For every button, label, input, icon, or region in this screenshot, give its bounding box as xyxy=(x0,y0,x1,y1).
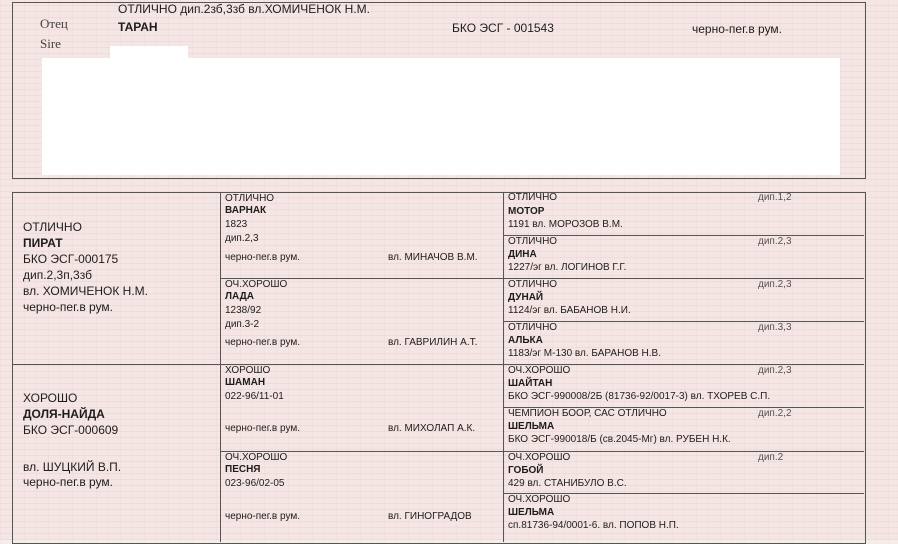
sire-color: черно-пег.в рум. xyxy=(692,22,783,36)
ggp-name: ШЕЛЬМА xyxy=(508,421,555,432)
grandparent-grade: ОЧ.ХОРОШО xyxy=(225,452,288,463)
pedigree-grid xyxy=(12,192,866,544)
grandparent-owner: вл. МИХОЛАП А.К. xyxy=(388,423,476,434)
grandparent-grade: ОТЛИЧНО xyxy=(225,193,275,204)
sire-grade: ОТЛИЧНО дип.2зб,3зб вл.ХОМИЧЕНОК Н.М. xyxy=(118,2,370,16)
ggp-line: 429 вл. СТАНИБУЛО В.С. xyxy=(508,478,627,489)
ggp-grade: ОТЛИЧНО xyxy=(508,322,558,333)
ggp-name: ДИНА xyxy=(508,249,537,260)
parent-name: ПИРАТ xyxy=(23,236,63,250)
grandparent-dip: дип.3-2 xyxy=(225,319,260,330)
parent-owner: вл. ШУЦКИЙ В.П. xyxy=(23,460,122,474)
ggp-dip: дип.3,3 xyxy=(758,322,792,333)
grandparent-grade: ХОРОШО xyxy=(225,365,271,376)
ggp-dip: дип.1,2 xyxy=(758,192,792,203)
ggp-line: 1227/эг вл. ЛОГИНОВ Г.Г. xyxy=(508,262,627,273)
sire-reg: БКО ЭСГ - 001543 xyxy=(452,21,554,35)
ggp-grade: ОЧ.ХОРОШО xyxy=(508,452,571,463)
ggp-grade: ОЧ.ХОРОШО xyxy=(508,494,571,505)
grandparent-reg: 1238/92 xyxy=(225,305,262,316)
ggp-dip: дип.2,3 xyxy=(758,279,792,290)
parent-name: ДОЛЯ-НАЙДА xyxy=(23,407,105,421)
ggp-name: ШАЙТАН xyxy=(508,378,553,389)
grandparent-grade: ОЧ.ХОРОШО xyxy=(225,279,288,290)
parent-color: черно-пег.в рум. xyxy=(23,300,114,314)
redacted-area xyxy=(42,58,840,175)
ggp-grade: ОЧ.ХОРОШО xyxy=(508,365,571,376)
ggp-name: МОТОР xyxy=(508,206,545,217)
ggp-grade: ЧЕМПИОН БООР, САС ОТЛИЧНО xyxy=(508,408,667,419)
ggp-dip: дип.2,2 xyxy=(758,408,792,419)
parent-grade: ХОРОШО xyxy=(23,391,78,405)
grandparent-dip: дип.2,3 xyxy=(225,233,259,244)
grandparent-name: ЛАДА xyxy=(225,291,254,302)
parent-color: черно-пег.в рум. xyxy=(23,475,114,489)
parent-dip: дип.2,3п,3зб xyxy=(23,268,92,282)
ggp-line: БКО ЭСГ-990008/2Б (81736-92/0017-3) вл. ТХОРЕВ С.П. xyxy=(508,391,771,402)
ggp-grade: ОТЛИЧНО xyxy=(508,192,558,203)
ggp-line: сп.81736-94/0001-6. вл. ПОПОВ Н.П. xyxy=(508,520,679,531)
parent-grade: ОТЛИЧНО xyxy=(23,220,82,234)
ggp-grade: ОТЛИЧНО xyxy=(508,279,558,290)
parent-owner: вл. ХОМИЧЕНОК Н.М. xyxy=(23,284,148,298)
grandparent-name: ПЕСНЯ xyxy=(225,464,261,475)
grandparent-color: черно-пег.в рум. xyxy=(225,423,301,434)
ggp-line: БКО ЭСГ-990018/Б (св.2045-Мг) вл. РУБЕН Н.К. xyxy=(508,434,731,445)
grandparent-owner: вл. ГИНОГРАДОВ xyxy=(388,511,472,522)
grandparent-reg: 1823 xyxy=(225,219,248,230)
ggp-name: ШЕЛЬМА xyxy=(508,507,555,518)
grandparent-name: ШАМАН xyxy=(225,377,266,388)
parent-reg: БКО ЭСГ-000175 xyxy=(23,252,119,266)
redacted-area-tab xyxy=(110,46,188,60)
grandparent-owner: вл. МИНАЧОВ В.М. xyxy=(388,252,478,263)
grandparent-owner: вл. ГАВРИЛИН А.Т. xyxy=(388,337,478,348)
sire-name: ТАРАН xyxy=(118,20,158,34)
grandparent-reg: 022-96/11-01 xyxy=(225,391,284,402)
ggp-name: АЛЬКА xyxy=(508,335,543,346)
grandparent-reg: 023-96/02-05 xyxy=(225,478,285,489)
ggp-line: 1191 вл. МОРОЗОВ В.М. xyxy=(508,219,623,230)
parent-reg: БКО ЭСГ-000609 xyxy=(23,423,119,437)
ggp-dip: дип.2 xyxy=(758,452,784,463)
grandparent-color: черно-пег.в рум. xyxy=(225,511,301,522)
ggp-name: ДУНАЙ xyxy=(508,292,544,303)
grandparent-color: черно-пег.в рум. xyxy=(225,252,301,263)
ggp-grade: ОТЛИЧНО xyxy=(508,236,558,247)
sire-label-en: Sire xyxy=(40,36,61,51)
ggp-name: ГОБОЙ xyxy=(508,465,544,476)
ggp-line: 1183/эг М-130 вл. БАРАНОВ Н.В. xyxy=(508,348,661,359)
sire-label-ru: Отец xyxy=(40,16,68,31)
grandparent-name: ВАРНАК xyxy=(225,205,267,216)
ggp-dip: дип.2,3 xyxy=(758,236,792,247)
grandparent-color: черно-пег.в рум. xyxy=(225,337,301,348)
ggp-dip: дип.2,3 xyxy=(758,365,792,376)
ggp-line: 1124/эг вл. БАБАНОВ Н.И. xyxy=(508,305,631,316)
